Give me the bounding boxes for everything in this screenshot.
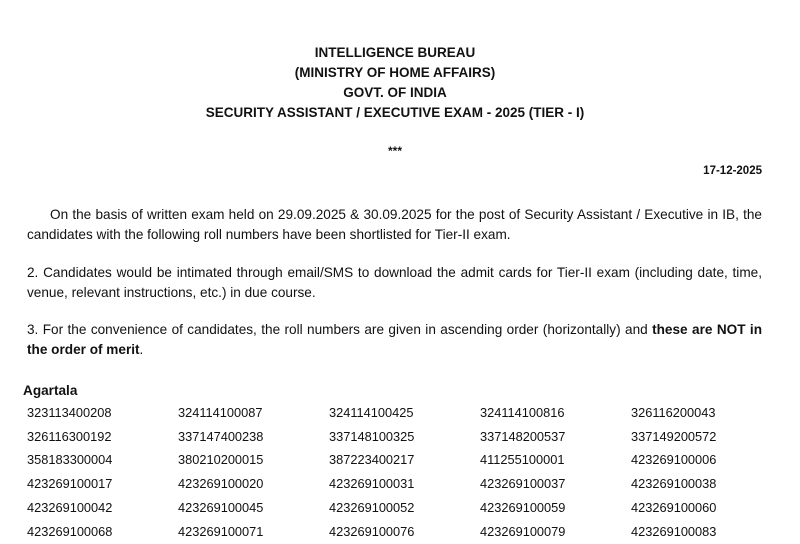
roll-number: 337148100325 xyxy=(329,428,415,444)
roll-number: 423269100079 xyxy=(480,523,566,539)
roll-number: 411255100001 xyxy=(480,452,565,468)
merit-disclaimer: these are NOT in the order of merit xyxy=(27,322,762,357)
roll-number: 423269100006 xyxy=(631,452,717,468)
roll-number: 423269100045 xyxy=(178,500,264,516)
roll-row xyxy=(27,401,787,425)
paragraph-2: 2. Candidates would be intimated through email/SMS to download the admit cards for Tier-II exam (including date, time, venue, relevant instructions, etc.) in due course. xyxy=(27,265,762,300)
roll-number: 423269100068 xyxy=(27,523,113,539)
roll-number: 423269100052 xyxy=(329,500,415,516)
roll-number: 324114100087 xyxy=(178,404,263,420)
roll-number: 423269100038 xyxy=(631,476,717,492)
centre-heading: Agartala xyxy=(23,383,78,398)
roll-number: 423269100042 xyxy=(27,500,113,516)
roll-row xyxy=(27,425,787,449)
roll-number: 423269100017 xyxy=(27,476,113,492)
roll-number: 423269100060 xyxy=(631,500,717,516)
roll-number: 358183300004 xyxy=(27,452,113,468)
roll-number: 423269100020 xyxy=(178,476,264,492)
roll-number: 326116300192 xyxy=(27,428,112,444)
roll-number: 337147400238 xyxy=(178,428,264,444)
roll-number: 380210200015 xyxy=(178,452,264,468)
org-title: INTELLIGENCE BUREAU xyxy=(314,45,476,60)
roll-row xyxy=(27,472,787,496)
paragraph-3-text: 3. For the convenience of candidates, the roll numbers are given in ascending order (horizontally) and xyxy=(27,322,653,337)
roll-number: 423269100037 xyxy=(480,476,566,492)
roll-number: 423269100083 xyxy=(631,523,717,539)
paragraph-3 xyxy=(27,320,762,360)
roll-number: 323113400208 xyxy=(27,404,112,420)
roll-row xyxy=(27,496,787,520)
paragraph-1: On the basis of written exam held on 29.09.2025 & 30.09.2025 for the post of Security Assistant / Executive in IB, the candidates with the following roll numbers have been shortlisted for Tier-II exam. xyxy=(27,207,762,242)
roll-number: 337149200572 xyxy=(631,428,717,444)
paragraph-3-end: . xyxy=(139,342,144,357)
roll-number: 423269100031 xyxy=(329,476,415,492)
roll-number: 387223400217 xyxy=(329,452,415,468)
roll-number: 324114100425 xyxy=(329,404,414,420)
govt-title: GOVT. OF INDIA xyxy=(343,85,447,100)
roll-number: 337148200537 xyxy=(480,428,566,444)
exam-title: SECURITY ASSISTANT / EXECUTIVE EXAM - 2025 (TIER - I) xyxy=(205,105,585,120)
roll-number: 326116200043 xyxy=(631,404,716,420)
roll-number: 423269100076 xyxy=(329,523,415,539)
ministry-title: (MINISTRY OF HOME AFFAIRS) xyxy=(294,65,496,80)
roll-number: 423269100071 xyxy=(178,523,264,539)
roll-row xyxy=(27,520,787,544)
notice-date: 17-12-2025 xyxy=(703,165,762,177)
roll-number-grid xyxy=(27,401,787,544)
roll-number: 324114100816 xyxy=(480,404,565,420)
roll-number: 423269100059 xyxy=(480,500,566,516)
roll-row xyxy=(27,449,787,473)
separator: *** xyxy=(387,144,402,158)
